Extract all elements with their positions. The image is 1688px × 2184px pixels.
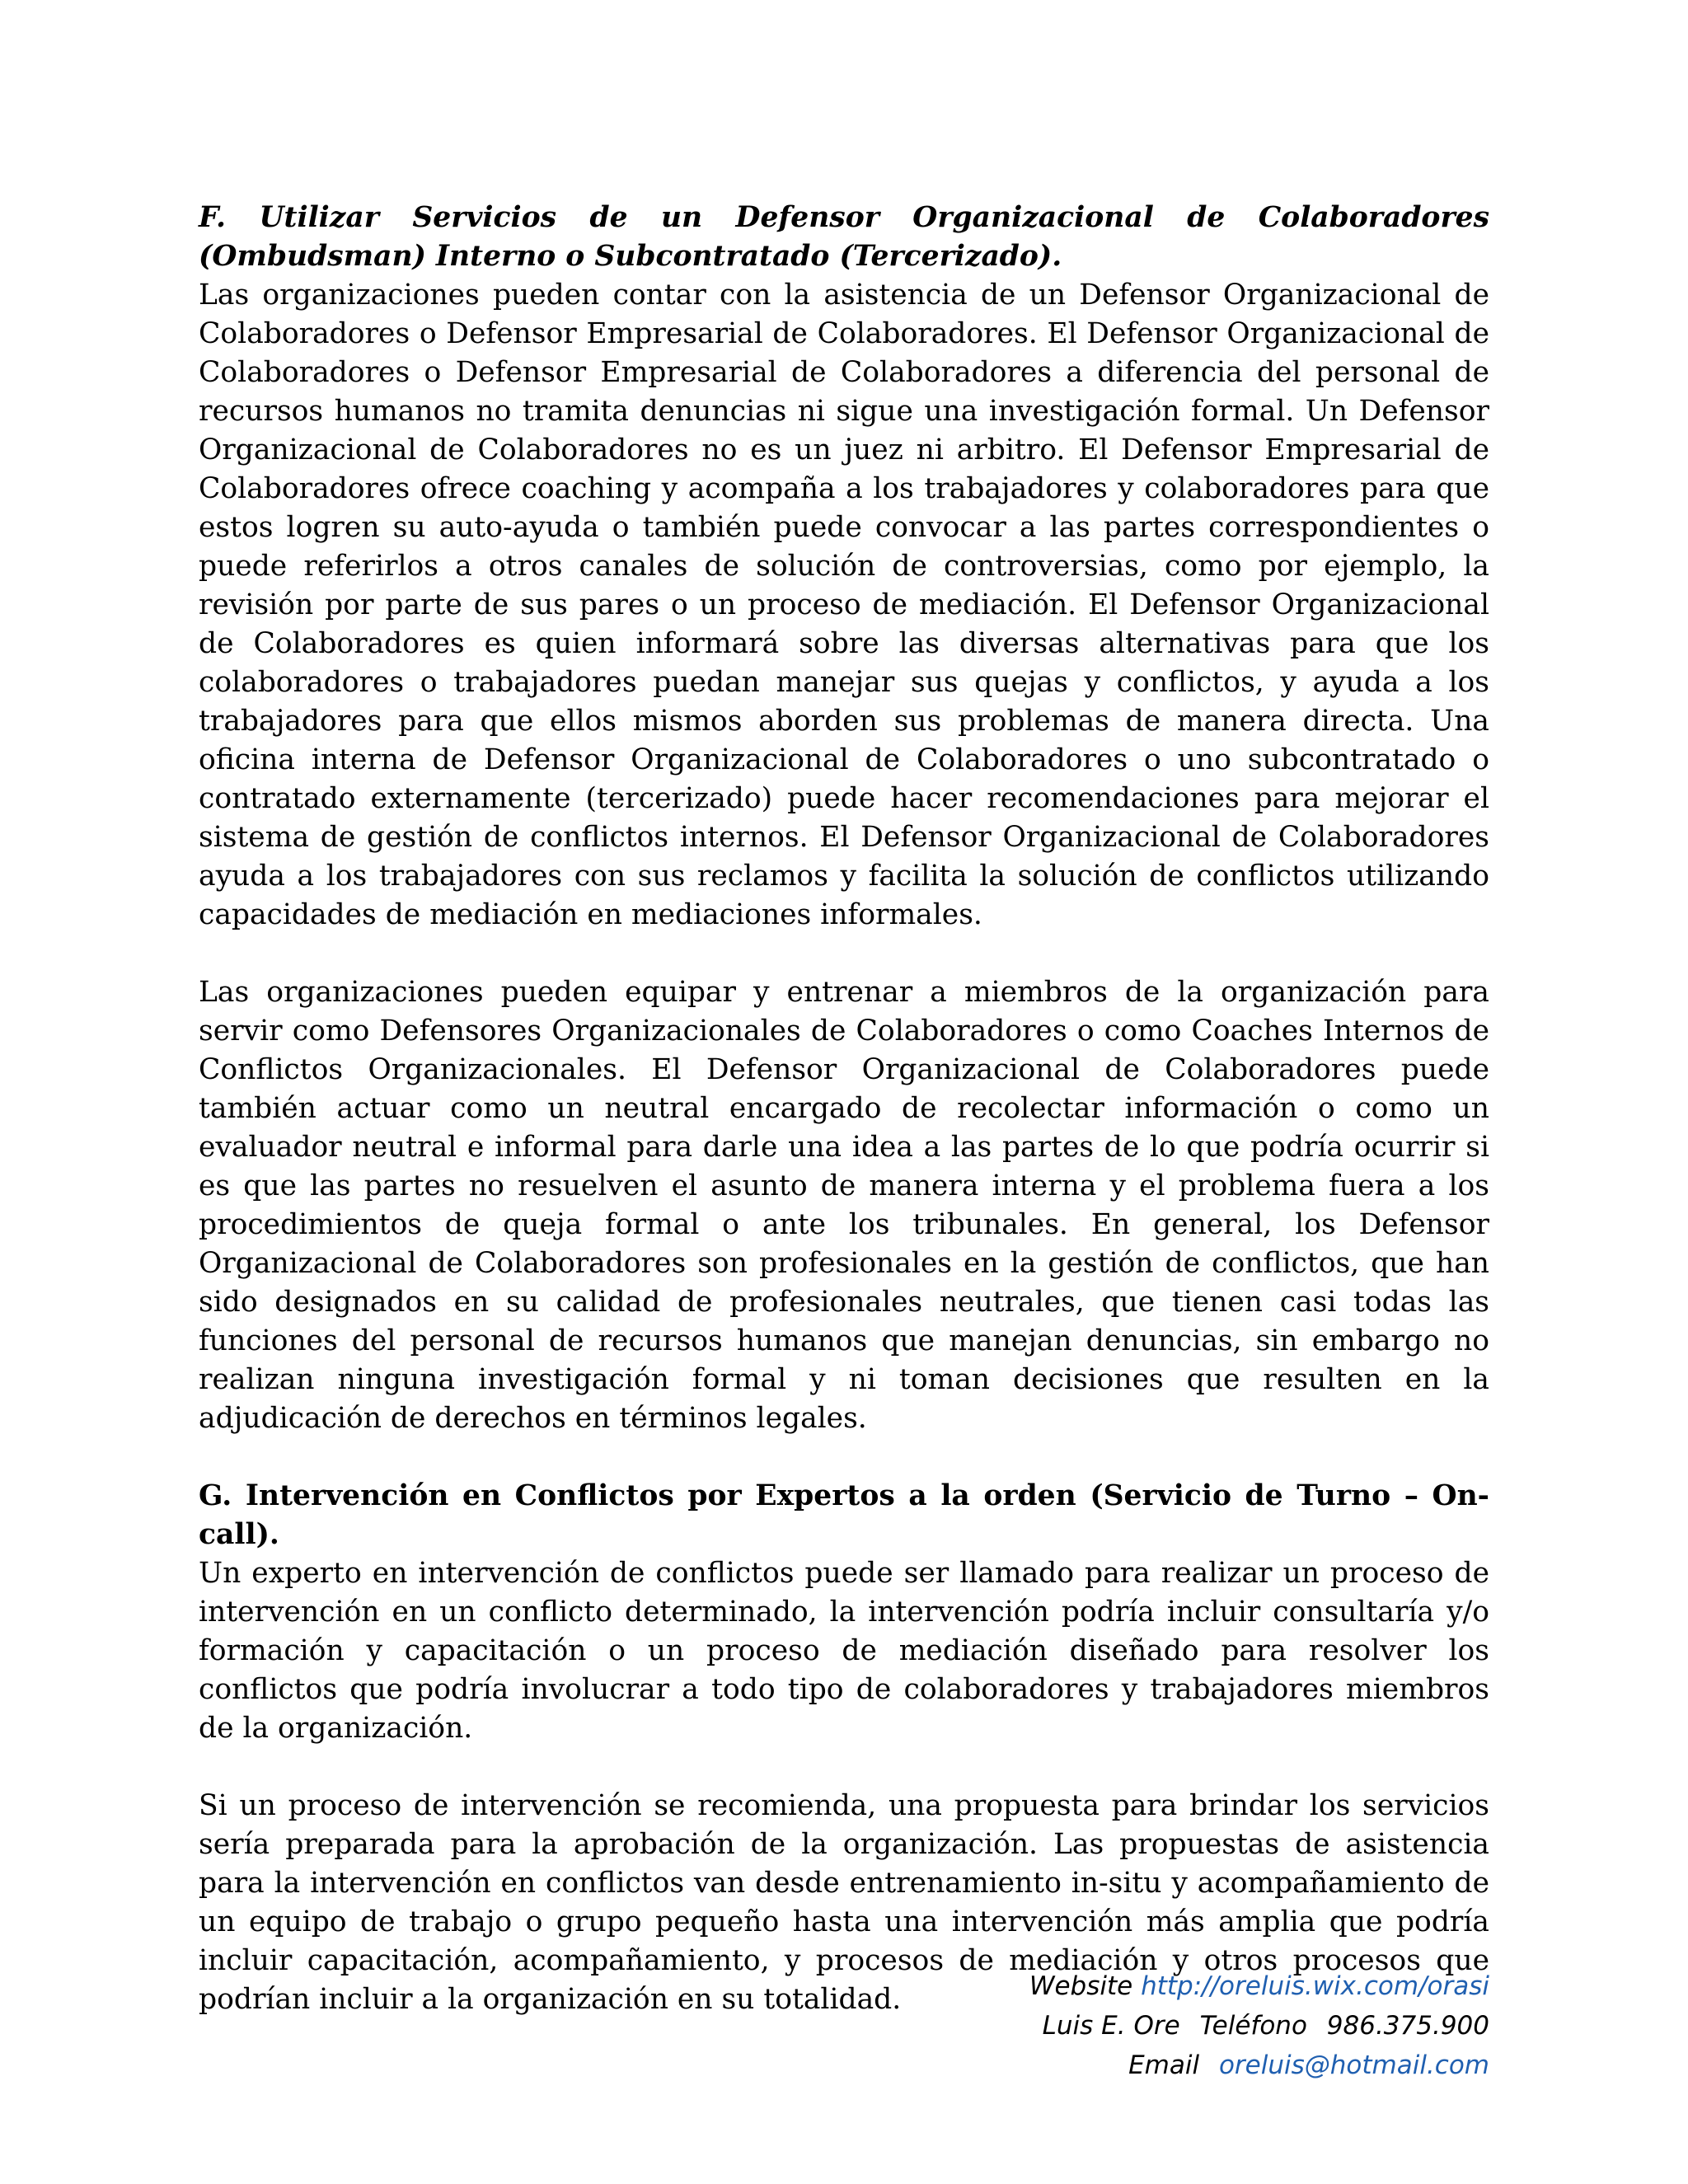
email-label: Email (1128, 2050, 1200, 2080)
footer-website-line (1029, 1966, 1489, 2006)
contact-footer (1029, 1966, 1489, 2085)
phone-number: 986.375.900 (1326, 2011, 1489, 2041)
section-f-paragraph-1: Las organizaciones pueden contar con la asistencia de un Defensor Organizacional de Colaboradores o Defensor Empresarial de Colaboradores. El Defensor Organizacional de Colaboradores o Defensor Empresarial de Colaboradores a diferencia del personal de recursos humanos no tramita denuncias ni sigue una investigación formal. Un Defensor Organizacional de Colaboradores no es un juez ni arbitro. El Defensor Empresarial de Colaboradores ofrece coaching y acompaña a los trabajadores y colaboradores para que estos logren su auto-ayuda o también puede convocar a las partes correspondientes o puede referirlos a otros canales de solución de controversias, como por ejemplo, la revisión por parte de sus pares o un proceso de mediación. El Defensor Organizacional de Colaboradores es quien informará sobre las diversas alternativas para que los colaboradores o trabajadores puedan manejar sus quejas y conflictos, y ayuda a los trabajadores para que ellos mismos aborden sus problemas de manera directa. Una oficina interna de Defensor Organizacional de Colaboradores o uno subcontratado o contratado externamente (tercerizado) puede hacer recomendaciones para mejorar el sistema de gestión de conflictos internos. El Defensor Organizacional de Colaboradores ayuda a los trabajadores con sus reclamos y facilita la solución de conflictos utilizando capacidades de mediación en mediaciones informales. (199, 279, 1489, 931)
website-label: Website (1029, 1971, 1133, 2001)
email-link[interactable]: oreluis@hotmail.com (1218, 2050, 1489, 2080)
phone-label: Teléfono (1199, 2011, 1307, 2041)
contact-name: Luis E. Ore (1042, 2011, 1180, 2041)
section-g-paragraph-1: Un experto en intervención de conflictos puede ser llamado para realizar un proceso de intervención en un conflicto determinado, la intervención podría incluir consultaría y/o formación y capacitación o un proceso de mediación diseñado para resolver los conflictos que podría involucrar a todo tipo de colaboradores y trabajadores miembros de la organización. (199, 1557, 1489, 1745)
document-body (199, 199, 1489, 2019)
section-g-title: G. Intervención en Conflictos por Expertos a la orden (Servicio de Turno – On-call). (199, 1479, 1489, 1551)
website-link[interactable]: http://oreluis.wix.com/orasi (1141, 1971, 1489, 2001)
paragraph-spacer (199, 935, 1489, 973)
paragraph-spacer (199, 1748, 1489, 1787)
section-f-paragraph-2: Las organizaciones pueden equipar y entrenar a miembros de la organización para servir como Defensores Organizacionales de Colaboradores o como Coaches Internos de Conflictos Organizacionales. El Defensor Organizacional de Colaboradores puede también actuar como un neutral encargado de recolectar información o como un evaluador neutral e informal para darle una idea a las partes de lo que podría ocurrir si es que las partes no resuelven el asunto de manera interna y el problema fuera a los procedimientos de queja formal o ante los tribunales. En general, los Defensor Organizacional de Colaboradores son profesionales en la gestión de conflictos, que han sido designados en su calidad de profesionales neutrales, que tienen casi todas las funciones del personal de recursos humanos que manejan denuncias, sin embargo no realizan ninguna investigación formal y ni toman decisiones que resulten en la adjudicación de derechos en términos legales. (199, 976, 1489, 1435)
section-f-title: F. Utilizar Servicios de un Defensor Organizacional de Colaboradores (Ombudsman) Interno o Subcontratado (Tercerizado). (199, 201, 1489, 273)
footer-phone-line (1029, 2006, 1489, 2046)
section-g-paragraph-2: Si un proceso de intervención se recomienda, una propuesta para brindar los servicios sería preparada para la aprobación de la organización. Las propuestas de asistencia para la intervención en conflictos van desde entrenamiento in-situ y acompañamiento de un equipo de trabajo o grupo pequeño hasta una intervención más amplia que podría incluir capacitación, acompañamiento, y procesos de mediación y otros procesos que podrían incluir a la organización en su totalidad. (199, 1789, 1489, 2016)
paragraph-spacer (199, 1438, 1489, 1477)
footer-email-line (1029, 2046, 1489, 2085)
